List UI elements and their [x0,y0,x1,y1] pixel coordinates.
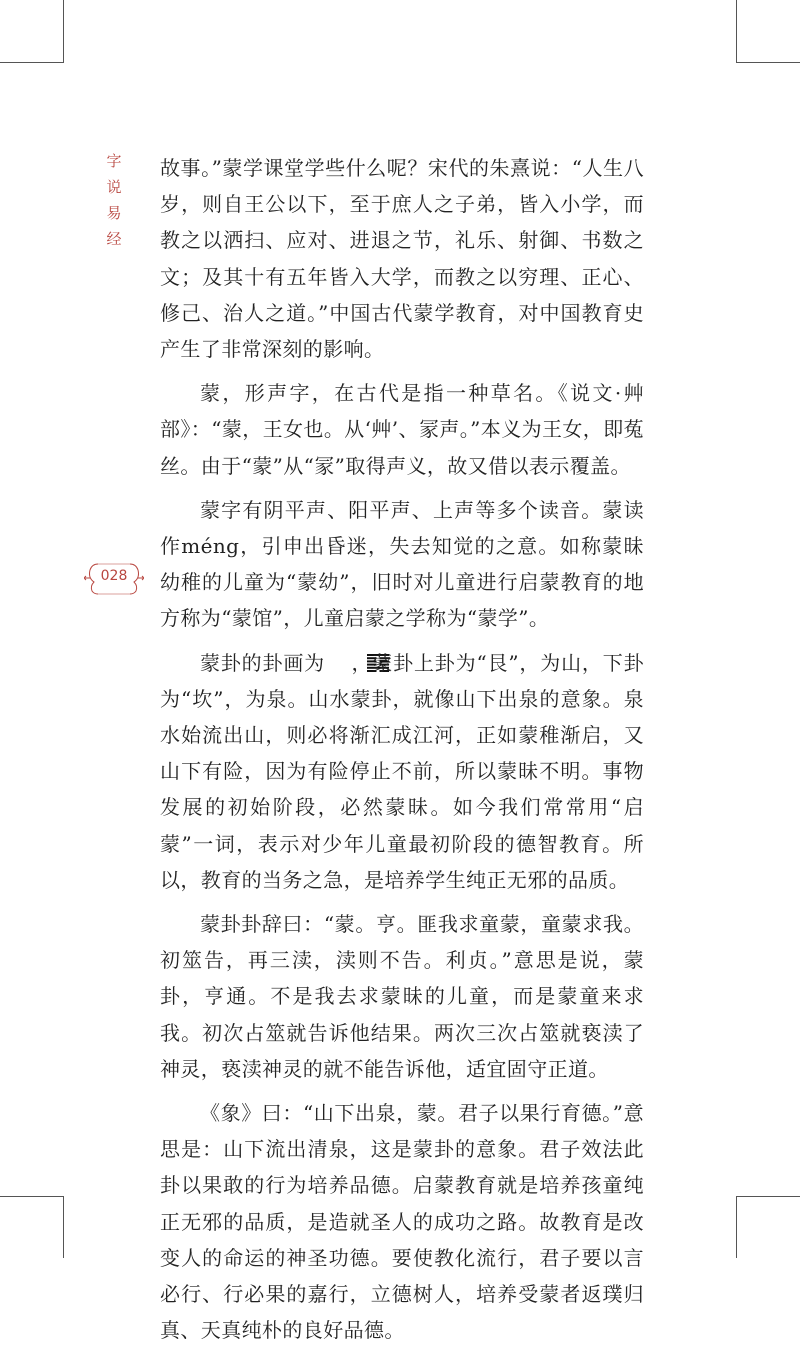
paragraph-text: ，蒙卦上卦为“艮”，为山，下卦为“坎”，为泉。山水蒙卦，就像山下出泉的意象。泉水始流出山，则必将渐汇成江河，正如蒙稚渐启，又山下有险，因为有险停止不前，所以蒙昧不明。事物发展的初始阶段，必然蒙昧。如今我们常常用“启蒙”一词，表示对少年儿童最初阶段的德智教育。所以，教育的当务之急，是培养学生纯正无邪的品质。 [160,650,644,892]
paragraph-text: 蒙卦的卦画为 [200,650,326,675]
paragraph: 《象》曰：“山下出泉，蒙。君子以果行育德。”意思是：山下流出清泉，这是蒙卦的意象。君子效法此卦以果敢的行为培养品德。启蒙教育就是培养孩童纯正无邪的品质，是造就圣人的成功之路。故教育是改变人的命运的神圣功德。要使教化流行，君子要以言必行、行必果的嘉行，立德树人，培养受蒙者返璞归真、天真纯朴的良好品德。 [160,1101,644,1343]
paragraph: 蒙卦卦辞曰：“蒙。亨。匪我求童蒙，童蒙求我。初筮告，再三渎，渎则不告。利贞。”意思是说，蒙卦，亨通。不是我去求蒙昧的儿童，而是蒙童来求我。初次占筮就告诉他结果。两次三次占筮就亵渎了神灵，亵渎神灵的就不能告诉他，适宜固守正道。 [160,912,644,1081]
crop-mark [736,1196,737,1258]
running-title [104,148,124,252]
paragraph: 蒙，形声字，在古代是指一种草名。《说文·艸部》：“蒙，王女也。从‘艸’、冡声。”本义为王女，即菟丝。由于“蒙”从“冡”取得声义，故又借以表示覆盖。 [160,381,644,478]
paragraph [160,645,644,898]
running-title-char: 说 [106,178,122,196]
running-title-char: 经 [106,230,122,248]
crop-mark [63,0,64,62]
crop-mark [0,62,64,63]
page-number: 028 [100,568,128,584]
running-title-char: 易 [106,204,122,222]
crop-mark [736,0,737,62]
body-text [160,150,644,1357]
crop-mark [0,1196,64,1197]
crop-mark [736,1196,800,1197]
running-title-char: 字 [106,152,122,170]
page-number-ornament [84,560,144,596]
meng-hexagram-icon [327,647,349,665]
crop-mark [63,1196,64,1258]
crop-mark [736,62,800,63]
paragraph: 故事。”蒙学课堂学些什么呢？宋代的朱熹说：“人生八岁，则自王公以下，至于庶人之子弟，皆入小学，而教之以洒扫、应对、进退之节，礼乐、射御、书数之文；及其十有五年皆入大学，而教之以穷理、正心、修己、治人之道。”中国古代蒙学教育，对中国教育史产生了非常深刻的影响。 [160,156,644,362]
paragraph: 蒙字有阴平声、阳平声、上声等多个读音。蒙读作méng，引申出昏迷，失去知觉的之意。如称蒙昧幼稚的儿童为“蒙幼”，旧时对儿童进行启蒙教育的地方称为“蒙馆”，儿童启蒙之学称为“蒙学”。 [160,497,644,631]
